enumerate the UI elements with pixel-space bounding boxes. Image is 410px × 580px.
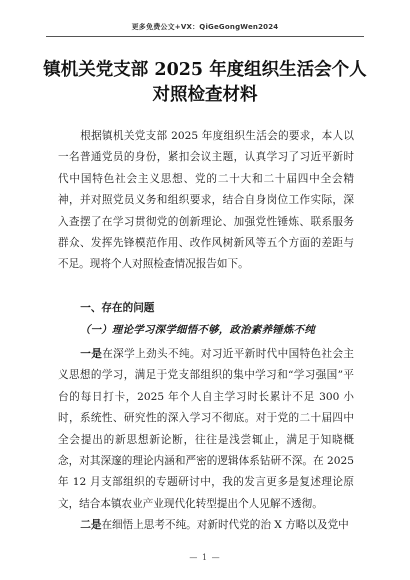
page-number: — 1 — [189, 553, 221, 562]
section-heading: 一、存在的问题 [80, 302, 155, 314]
header-divider [46, 36, 364, 37]
paragraph-2-text: 在细悟上思考不纯。对新时代党的治 X 方略以及党中 [101, 519, 349, 531]
header-note: 更多免费公文+VX：QiGeGongWen2024 [131, 23, 279, 31]
paragraph-2 [58, 515, 354, 536]
paragraph-2-lead: 二是 [80, 519, 102, 531]
intro-text: 根据镇机关党支部 2025 年度组织生活会的要求，本人以一名普通党员的身份，紧扣会议主题，认真学习了习近平新时代中国特色社会主义思想、党的二十大和二十届四中全会精神，并对照党员义务和组织要求，结合自身岗位工作实际，深入查摆了在学习贯彻党的创新理论、加强党性锤炼、联系服务群众、发挥先锋模范作用、改作风树新风等五个方面的差距与不足。现将个人对照检查情况报告如下。 [58, 130, 354, 271]
document-title [40, 58, 370, 108]
section-subheading: （一）理论学习深学细悟不够，政治素养锤炼不纯 [79, 324, 316, 336]
paragraph-1-body [58, 344, 354, 515]
title-line-2: 对照检查材料 [152, 85, 258, 105]
paragraph-1-text: 在深学上劲头不纯。对习近平新时代中国特色社会主义思想的学习，满足于党支部组织的集中学习和“学习强国”平台的每日打卡，2025 年个人自主学习时长累计不足 300 小时，系统性、研究性的深入学习不彻底。对于党的二十届四中全会提出的新思想新论断，往往是浅尝辄止，满足于知晓概念，对其深邃的理论内涵和严密的逻辑体系钻研不深。在 2025 年 12 月支部组织的专题研讨中，我的发言更多是复述理论原文，结合本镇农业产业现代化转型提出个人见解不透彻。 [58, 348, 355, 510]
paragraph-1-lead: 一是 [80, 348, 103, 360]
intro-paragraph [58, 126, 354, 276]
paragraph-2-body [58, 515, 354, 536]
paragraph-1 [58, 344, 354, 515]
title-line-1: 镇机关党支部 2025 年度组织生活会个人 [43, 60, 367, 80]
